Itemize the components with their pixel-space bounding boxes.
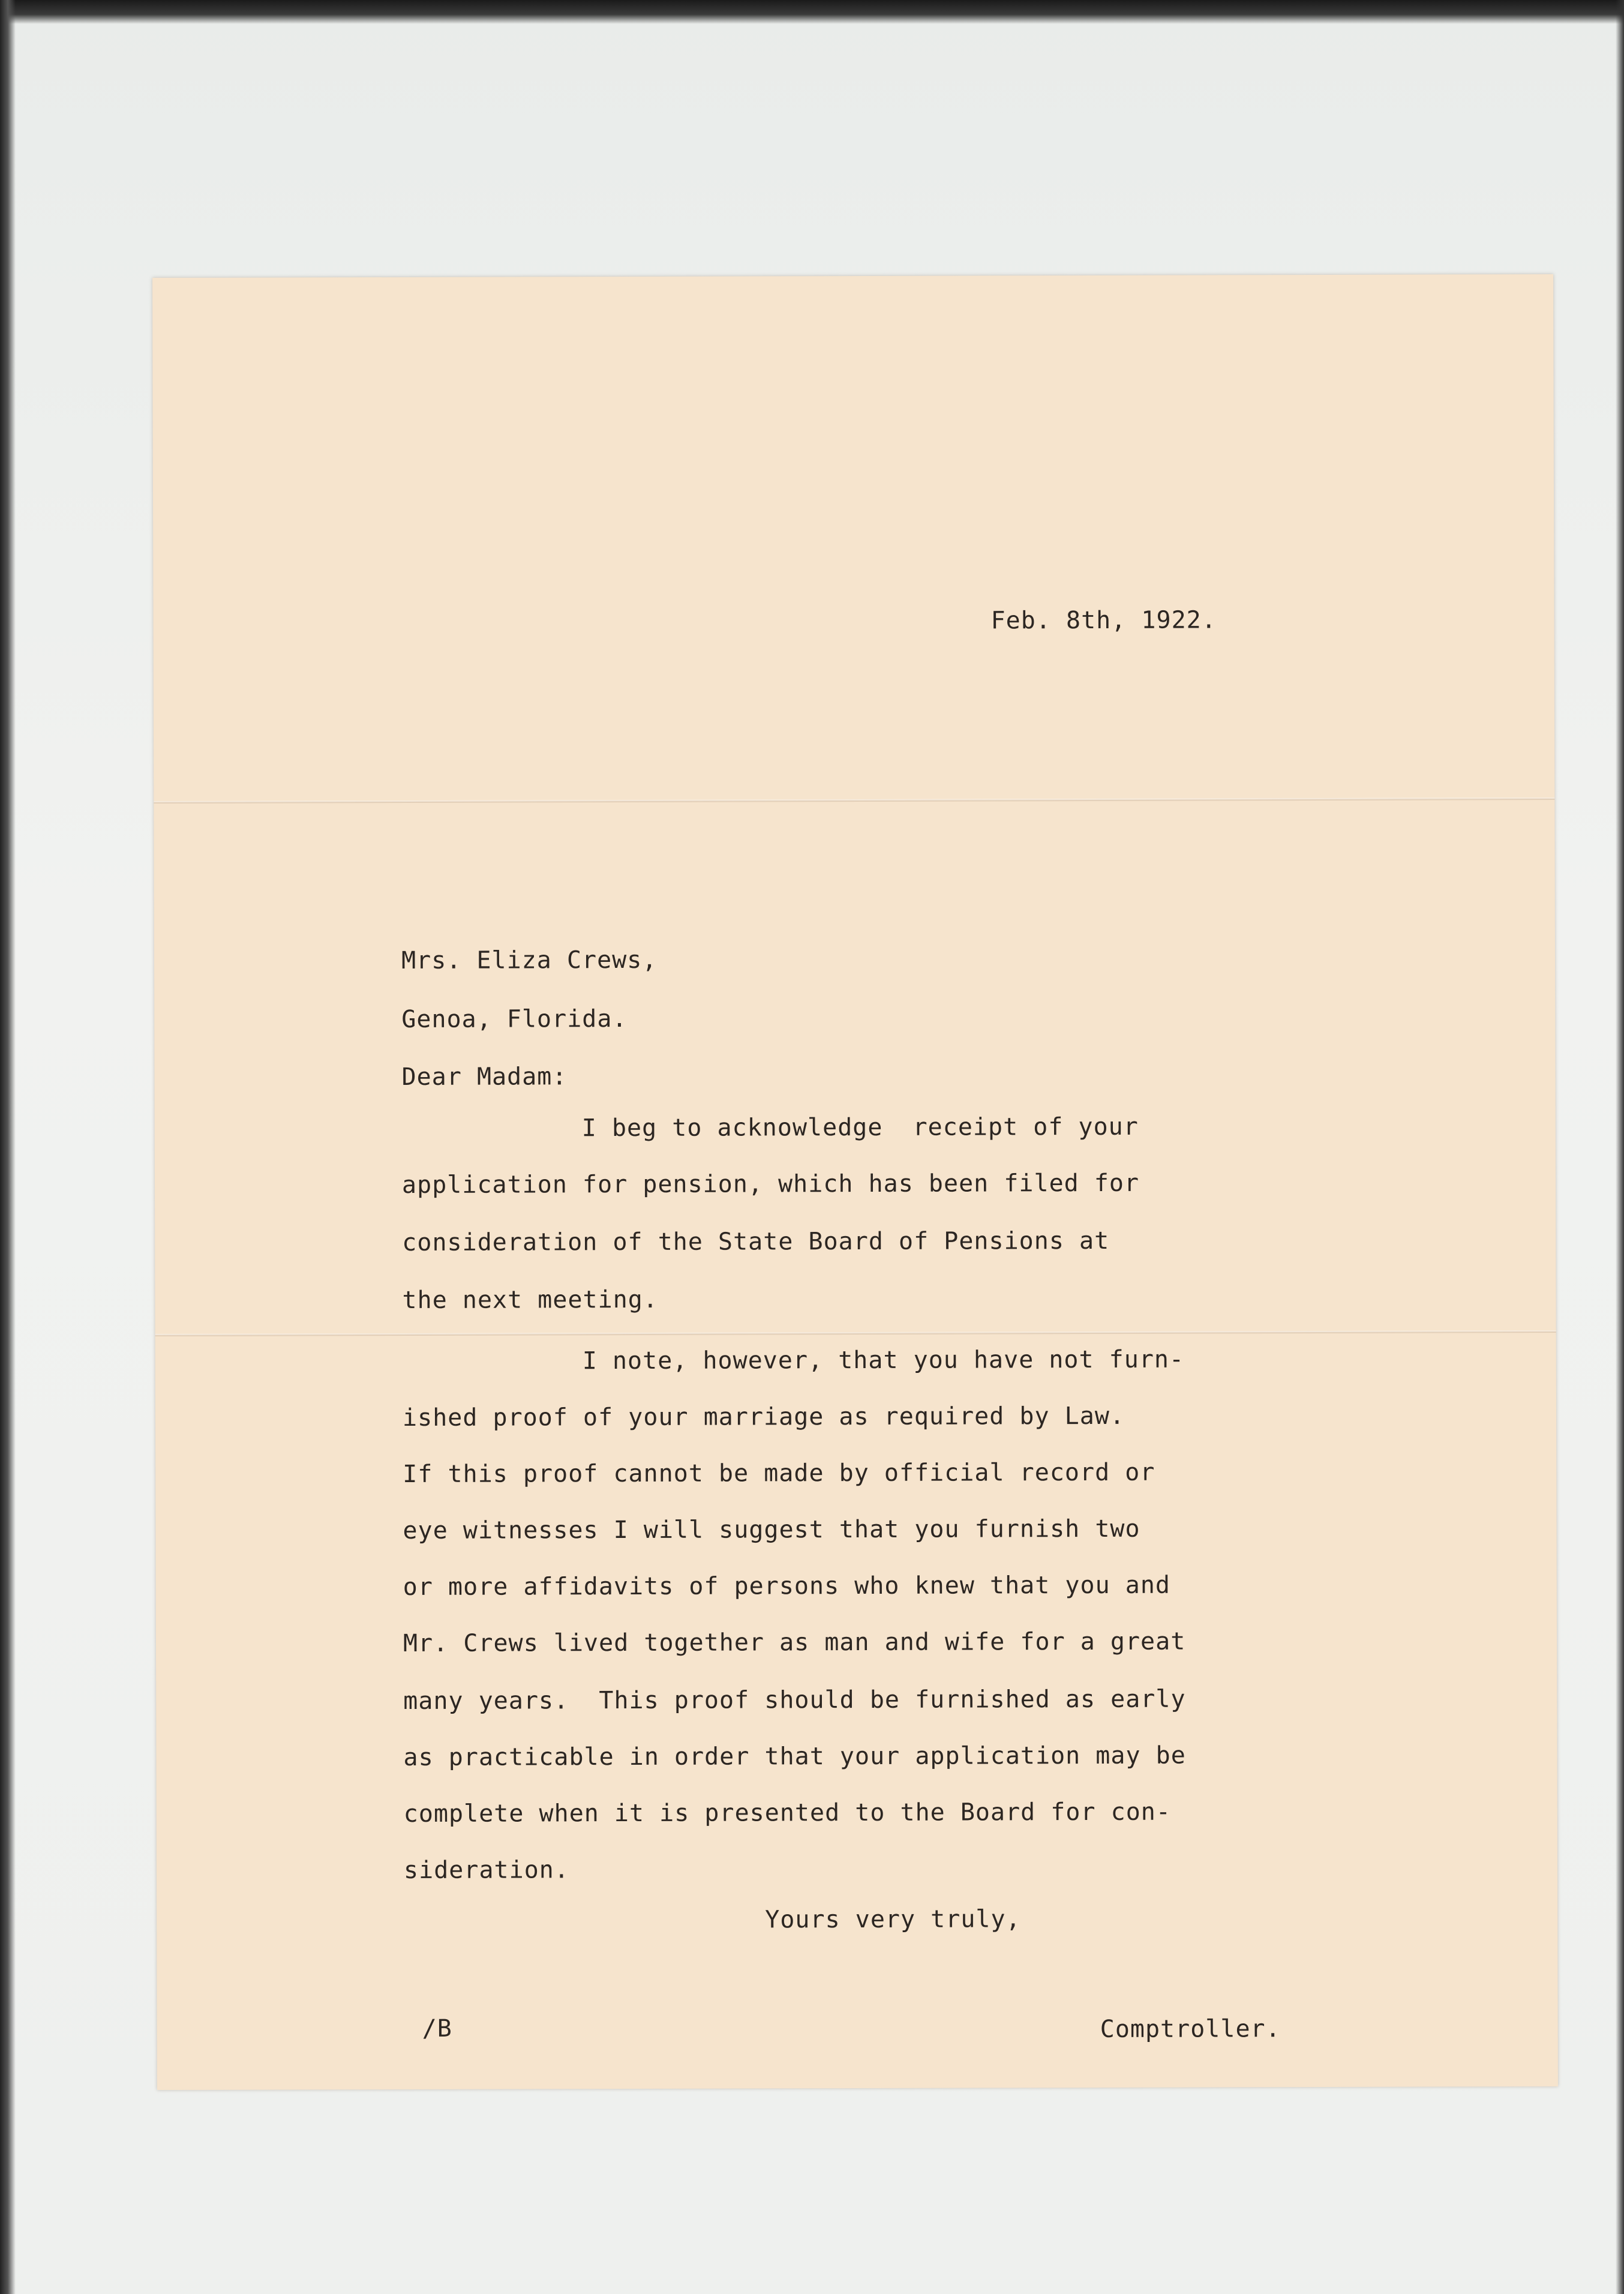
fold-line-upper <box>154 797 1554 803</box>
body-line: If this proof cannot be made by official record or <box>403 1458 1155 1488</box>
body-line: sideration. <box>403 1856 569 1884</box>
body-line: Mr. Crews lived together as man and wife for a great <box>403 1627 1186 1657</box>
scanner-right-edge <box>1616 0 1624 2294</box>
body-line: or more affidavits of persons who knew that you and <box>403 1571 1171 1601</box>
typist-initials: /B <box>422 2014 452 2043</box>
fold-line-lower <box>155 1330 1556 1336</box>
scanner-left-edge <box>0 0 16 2294</box>
letter-date: Feb. 8th, 1922. <box>990 606 1217 635</box>
body-line: as practicable in order that your application may be <box>403 1741 1186 1771</box>
addressee-address: Genoa, Florida. <box>401 1004 628 1033</box>
complimentary-closing: Yours very truly, <box>765 1905 1021 1934</box>
body-line: I note, however, that you have not furn- <box>582 1345 1185 1375</box>
body-line: ished proof of your marriage as required by Law. <box>402 1402 1125 1432</box>
body-line: I beg to acknowledge receipt of your <box>581 1112 1139 1142</box>
body-line: application for pension, which has been filed for <box>401 1169 1140 1199</box>
body-line: many years. This proof should be furnished as early <box>403 1685 1186 1715</box>
body-line: complete when it is presented to the Board for con- <box>403 1798 1171 1828</box>
body-line: eye witnesses I will suggest that you furnish two <box>403 1515 1140 1545</box>
scanner-top-edge <box>0 0 1624 24</box>
body-line: consideration of the State Board of Pensions at <box>402 1227 1110 1257</box>
letter-paper <box>152 274 1558 2090</box>
signer-title: Comptroller. <box>1100 2015 1281 2043</box>
salutation: Dear Madam: <box>401 1063 568 1091</box>
body-line: the next meeting. <box>402 1285 658 1314</box>
addressee-name: Mrs. Eliza Crews, <box>401 946 658 974</box>
